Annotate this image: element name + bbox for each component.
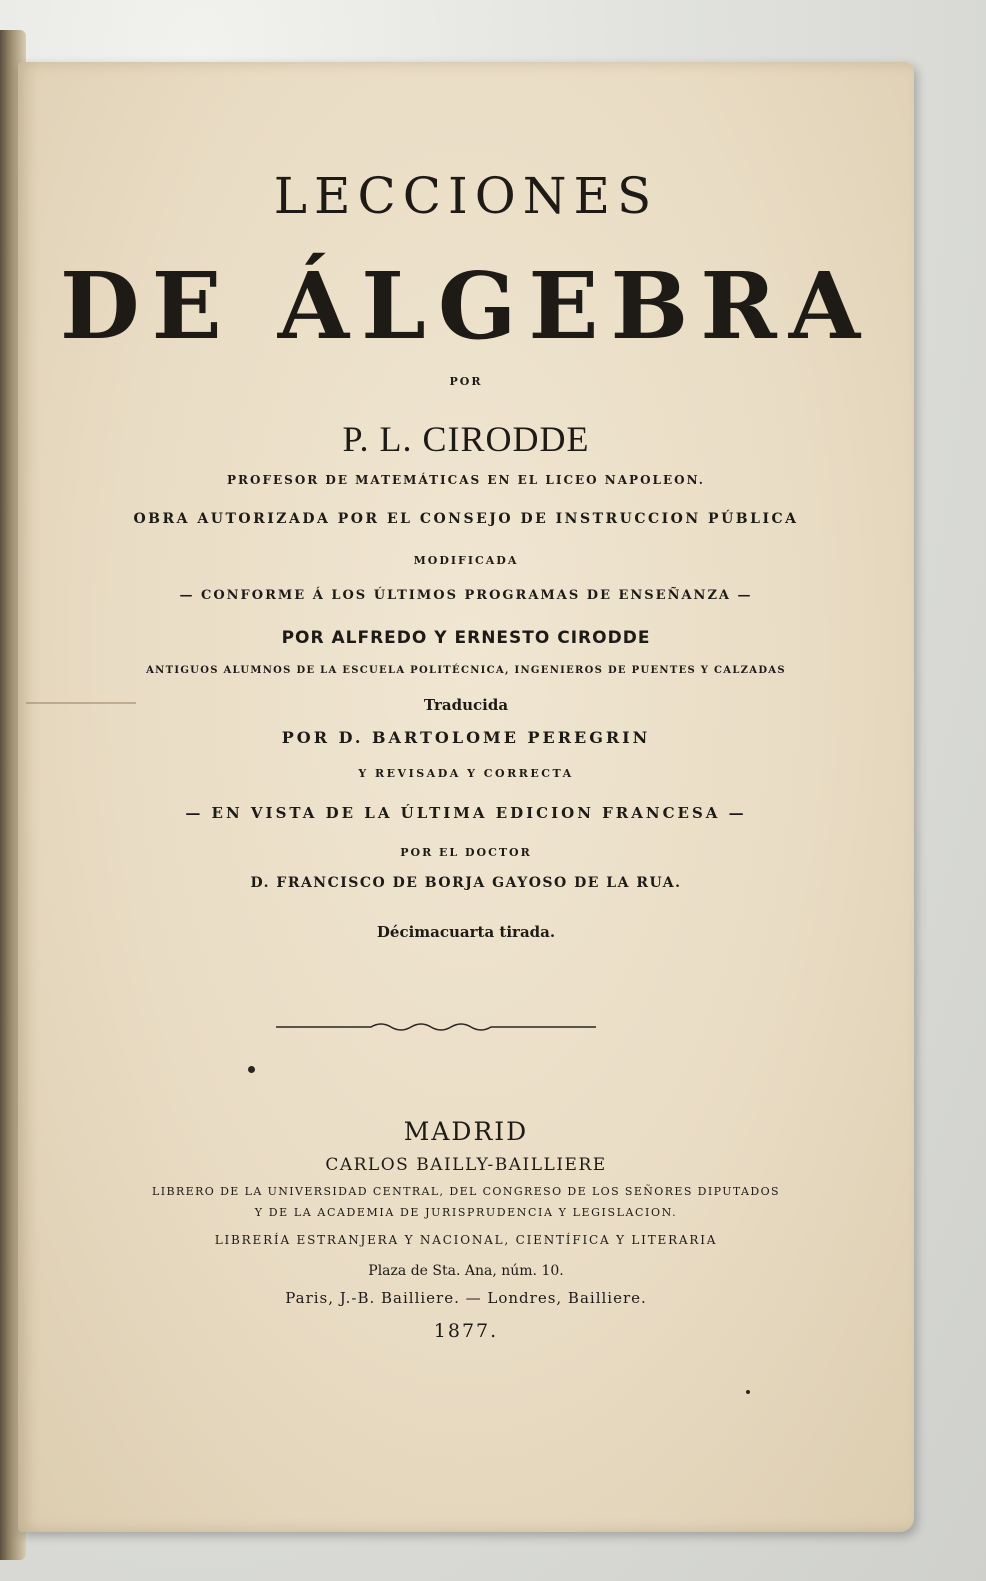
translated-label: Traducida: [423, 696, 509, 714]
publisher-role-2: Y DE LA ACADEMIA DE JURISPRUDENCIA Y LEGISLACION.: [254, 1206, 678, 1219]
address-line: Plaza de Sta. Ana, núm. 10.: [368, 1263, 564, 1279]
modified-label: MODIFICADA: [413, 554, 519, 567]
reviser-line: D. FRANCISCO DE BORJA GAYOSO DE LA RUA.: [250, 875, 682, 891]
vista-line: — EN VISTA DE LA ÚLTIMA EDICION FRANCESA —: [185, 804, 747, 822]
modifiers-role: ANTIGUOS ALUMNOS DE LA ESCUELA POLITÉCNICA, INGENIEROS DE PUENTES Y CALZADAS: [146, 665, 786, 676]
author-name: P. L. CIRODDE: [342, 419, 590, 459]
ink-spot: [746, 1390, 750, 1394]
conforme-line: — CONFORME Á LOS ÚLTIMOS PROGRAMAS DE ENSEÑANZA —: [179, 588, 753, 603]
branches-line: Paris, J.-B. Bailliere. — Londres, Bailliere.: [285, 1289, 647, 1307]
publisher-name: CARLOS BAILLY-BAILLIERE: [325, 1155, 607, 1175]
imprint-year: 1877.: [433, 1320, 499, 1342]
ink-spot: [248, 1066, 255, 1073]
publisher-role-1: LIBRERO DE LA UNIVERSIDAD CENTRAL, DEL CONGRESO DE LOS SEÑORES DIPUTADOS: [152, 1185, 780, 1198]
title-line-1: LECCIONES: [273, 167, 659, 225]
title-page: [18, 62, 914, 1532]
title-line-2: DE ÁLGEBRA: [59, 252, 873, 360]
author-role: PROFESOR DE MATEMÁTICAS EN EL LICEO NAPOLEON.: [227, 473, 705, 487]
revised-line: Y REVISADA Y CORRECTA: [358, 767, 574, 780]
imprint-city: MADRID: [403, 1117, 529, 1146]
modifiers-line: POR ALFREDO Y ERNESTO CIRODDE: [281, 628, 651, 648]
por-label: POR: [449, 375, 483, 388]
authorization-line: OBRA AUTORIZADA POR EL CONSEJO DE INSTRUCCION PÚBLICA: [133, 511, 799, 527]
translator-line: POR D. BARTOLOME PEREGRIN: [281, 728, 651, 747]
por-doctor-label: POR EL DOCTOR: [400, 846, 532, 859]
bookshop-line: LIBRERÍA ESTRANJERA Y NACIONAL, CIENTÍFICA Y LITERARIA: [214, 1233, 718, 1247]
edition-line: Décimacuarta tirada.: [376, 923, 556, 941]
ornamental-rule: [276, 1017, 596, 1037]
